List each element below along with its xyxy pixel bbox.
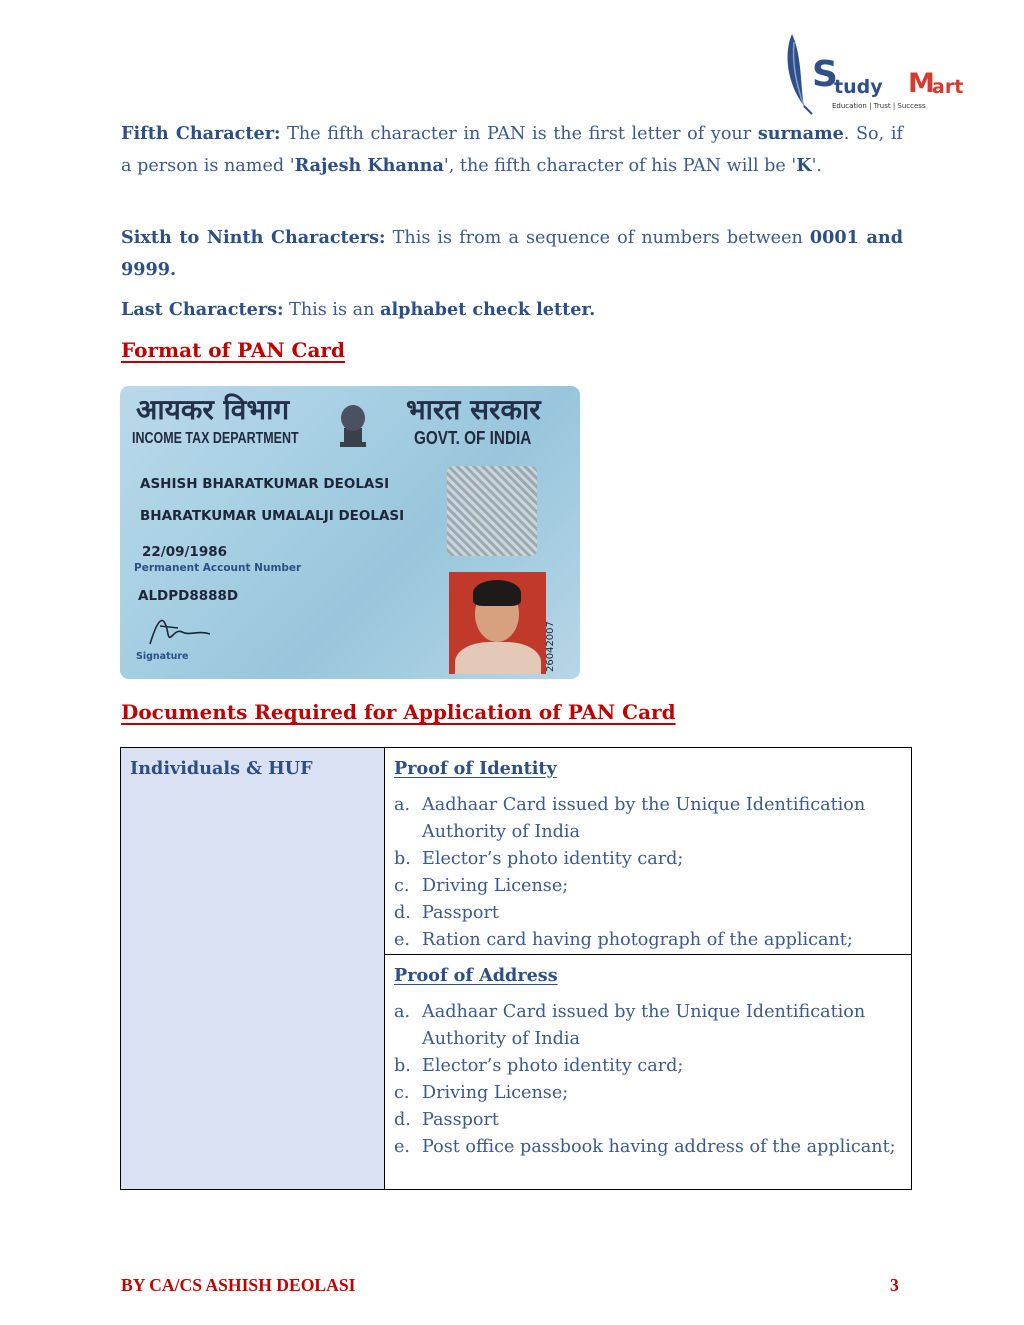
list-item-text: Elector’s photo identity card; (422, 849, 684, 869)
fifth-text-2: . So, if a person is named ' (121, 124, 903, 176)
list-marker: b. (394, 849, 411, 869)
list-item-text: Driving License; (422, 1083, 569, 1103)
logo-letter-s: S (812, 54, 838, 95)
pan-card-signature-label: Signature (136, 651, 189, 662)
category-label: Individuals & HUF (130, 758, 313, 779)
identity-list (394, 792, 904, 954)
fifth-character-paragraph (121, 118, 903, 182)
logo-text-tudy: tudy (834, 76, 883, 98)
list-item (394, 792, 904, 846)
pan-card-dept-hindi: आयकर विभाग (136, 393, 290, 426)
list-item (394, 1053, 904, 1080)
list-item (394, 1107, 904, 1134)
proof-of-identity-title: Proof of Identity (394, 758, 557, 779)
holder-photo (449, 572, 546, 674)
hologram-image (447, 466, 537, 556)
list-marker: b. (394, 1056, 411, 1076)
list-item-text: Elector’s photo identity card; (422, 1056, 684, 1076)
list-marker: d. (394, 1110, 411, 1130)
last-text-1: This is an (283, 300, 381, 320)
last-characters-paragraph (121, 294, 903, 326)
fifth-bold-surname: surname (757, 123, 844, 144)
list-item-text: Ration card having photograph of the applicant; (422, 930, 853, 950)
list-marker: c. (394, 876, 410, 896)
list-item-text: Aadhaar Card issued by the Unique Identification Authority of India (422, 795, 866, 842)
proof-of-identity-cell (385, 748, 912, 955)
documents-table (120, 747, 912, 1190)
list-item-text: Aadhaar Card issued by the Unique Identification Authority of India (422, 1002, 866, 1049)
list-marker: e. (394, 930, 411, 950)
list-marker: c. (394, 1083, 410, 1103)
pan-card-holder-name: ASHISH BHARATKUMAR DEOLASI (140, 476, 390, 492)
proof-of-address-title: Proof of Address (394, 965, 558, 986)
sixth-text-1: This is from a sequence of numbers between (385, 228, 810, 248)
pan-card-side-number: 26042007 (545, 621, 556, 672)
footer-author: BY CA/CS ASHISH DEOLASI (121, 1275, 356, 1295)
last-bold-check-letter: alphabet check letter. (380, 299, 596, 320)
list-item (394, 927, 904, 954)
list-marker: e. (394, 1137, 411, 1157)
list-marker: a. (394, 1002, 411, 1022)
pan-card-pan-label: Permanent Account Number (134, 562, 302, 574)
pan-card-father-name: BHARATKUMAR UMALALJI DEOLASI (140, 508, 405, 524)
list-item (394, 900, 904, 927)
pan-card-govt-hindi: भारत सरकार (406, 393, 541, 426)
list-item (394, 1080, 904, 1107)
list-item-text: Passport (422, 1110, 499, 1130)
address-list (394, 999, 904, 1161)
study-mart-logo (782, 32, 972, 116)
category-cell (121, 748, 385, 1189)
fifth-text-4: '. (811, 156, 823, 176)
fifth-text-3: ', the fifth character of his PAN will be ' (443, 156, 797, 176)
pan-card-image (120, 386, 580, 679)
fifth-character-label: Fifth Character: (121, 123, 281, 144)
pan-card-dept: INCOME TAX DEPARTMENT (132, 430, 299, 447)
list-item (394, 873, 904, 900)
list-item-text: Passport (422, 903, 499, 923)
sixth-bold-range: 0001 and 9999. (121, 227, 903, 280)
signature-image (144, 608, 214, 652)
page-number: 3 (890, 1275, 899, 1295)
list-item (394, 1134, 904, 1161)
pan-card-govt: GOVT. OF INDIA (414, 428, 532, 448)
national-emblem-icon (336, 398, 370, 454)
format-heading: Format of PAN Card (121, 338, 345, 362)
logo-letter-m: M (908, 68, 935, 99)
sixth-to-ninth-label: Sixth to Ninth Characters: (121, 227, 386, 248)
list-item (394, 846, 904, 873)
logo-text-art: art (932, 76, 964, 98)
pan-card-dob: 22/09/1986 (142, 544, 228, 560)
list-item-text: Post office passbook having address of the applicant; (422, 1137, 896, 1157)
list-item-text: Driving License; (422, 876, 569, 896)
list-marker: a. (394, 795, 411, 815)
fifth-bold-letter: K (796, 155, 812, 176)
documents-heading: Documents Required for Application of PAN Card (121, 700, 676, 724)
proof-of-address-cell (385, 955, 912, 1189)
fifth-bold-example-name: Rajesh Khanna (294, 155, 444, 176)
pan-card-pan-number: ALDPD8888D (138, 588, 239, 604)
logo-tagline: Education | Trust | Success (832, 102, 926, 110)
last-characters-label: Last Characters: (121, 299, 284, 320)
list-item (394, 999, 904, 1053)
fifth-text-1: The fifth character in PAN is the first letter of your (280, 124, 758, 144)
list-marker: d. (394, 903, 411, 923)
sixth-to-ninth-paragraph (121, 222, 903, 286)
